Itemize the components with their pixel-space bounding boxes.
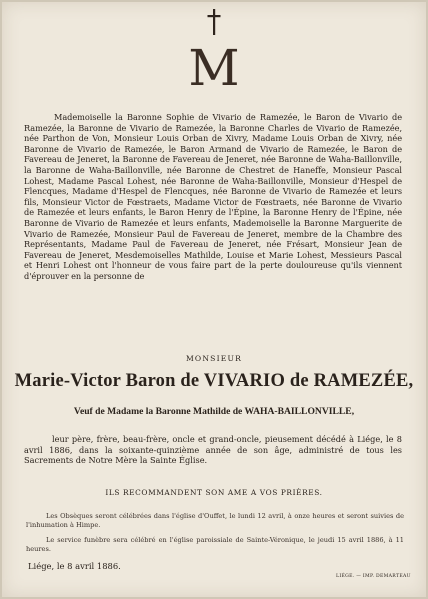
place-date: Liége, le 8 avril 1886. — [28, 561, 121, 571]
death-text: leur père, frère, beau-frère, oncle et grand-oncle, pieusement décédé à Liége, le 8 avril 1886, dans la soixante-quinzième année de son âge, administré de tous les Sacrements de Notre Mère la Sainte Église. — [24, 434, 402, 466]
widower-line: Veuf de Madame la Baronne Mathilde de WAHA-BAILLONVILLE, — [73, 406, 355, 417]
title-line: MONSIEUR — [185, 354, 243, 363]
funeral-notice: Les Obsèques seront célébrées dans l'église d'Ouffet, le lundi 12 avril, à onze heures et seront suivies de l'inhumation à Himpe. — [26, 512, 404, 529]
service-notice: Le service funèbre sera célébré en l'église paroissiale de Sainte-Véronique, le jeudi 15 avril 1886, à 11 heures. — [26, 536, 404, 553]
announcement-text: Mademoiselle la Baronne Sophie de Vivario de Ramezée, le Baron de Vivario de Ramezée, la Baronne de Vivario de Ramezée, la Baronne Charles de Vivario de Ramezée, née Parthon de Von, Monsieur Louis Orban de Xivry, Madame Louis Orban de Xivry, née Baronne de Vivario de Ramezée, le Baron Armand de Vivario de Ramezée, le Baron de Favereau de Jeneret, la Baronne de Favereau de Jeneret, née Baronne de Waha-Baillonville, la Baronne de Waha-Baillonville, née Baronne de Chestret de Haneffe, Monsieur Pascal Lohest, Madame Pascal Lohest, née Baronne de Waha-Baillonville, Monsieur d'Hespel de Flencques, Madame d'Hespel de Flencques, née Baronne de Vivario de Ramezée et leurs fils, Monsieur Victor de Fœstraets, Madame Victor de Fœstraets, née Baronne de Vivario de Ramezée et leurs enfants, le Baron Henry de l'Épine, la Baronne Henry de l'Épine, née Baronne de Vivario de Ramezée et leurs enfants, Mademoiselle la Baronne Marguerite de Vivario de Ramezée, Monsieur Paul de Favereau de Jeneret, membre de la Chambre des Représentants, Madame Paul de Favereau de Jeneret, née Frésart, Monsieur Jean de Favereau de Jeneret, Mesdemoiselles Mathilde, Louise et Marie Lohest, Messieurs Pascal et Henri Lohest ont l'honneur de vous faire part de la perte douloureuse qu'ils viennent d'éprouver en la personne de — [24, 112, 402, 281]
cross-icon — [206, 9, 222, 35]
monogram: M — [188, 39, 240, 97]
prayer-recommendation: ILS RECOMMANDENT SON AME A VOS PRIÈRES. — [105, 488, 323, 497]
printer-credit: LIÉGE. — IMP. DEMARTEAU — [336, 574, 411, 579]
deceased-name: Marie-Victor Baron de VIVARIO de RAMEZÉE, — [14, 371, 414, 391]
